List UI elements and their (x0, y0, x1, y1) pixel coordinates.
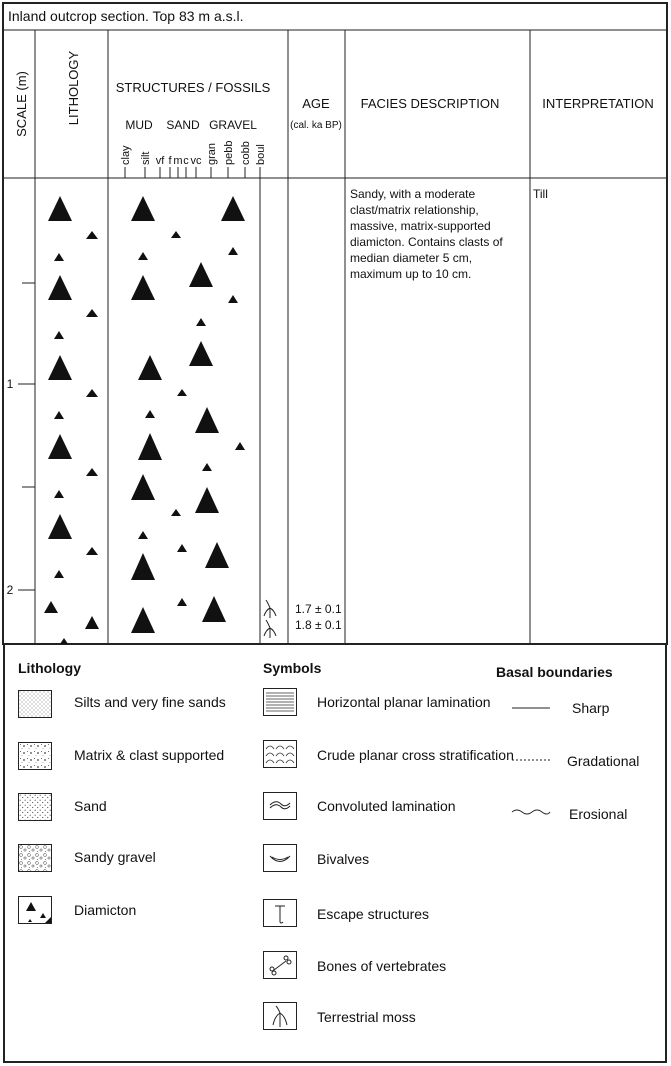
grain-size-label: c (183, 155, 189, 167)
legend-lithology-title: Lithology (18, 660, 81, 676)
legend-symbol-bivalves: Bivalves (317, 851, 370, 867)
legend-symbol-cross: Crude planar cross stratification (317, 747, 514, 763)
sand-swatch (18, 793, 52, 821)
legend-lithology-diamicton: Diamicton (74, 902, 137, 918)
interpretation-value: Till (533, 187, 548, 201)
legend-lithology-sandy-gravel: Sandy gravel (74, 849, 156, 865)
mud-header: MUD (125, 118, 153, 132)
legend-symbol-escape: Escape structures (317, 906, 430, 922)
grain-size-label: clay (120, 145, 132, 165)
silt-swatch (18, 690, 52, 718)
horizontal-lamination-icon (263, 688, 297, 716)
legend-symbols-title: Symbols (263, 660, 322, 676)
gravel-header: GRAVEL (209, 118, 257, 132)
escape-structures-icon (263, 899, 297, 927)
log-title: Inland outcrop section. Top 83 m a.s.l. (8, 8, 244, 24)
svg-text:diamicton. Contains clasts of: diamicton. Contains clasts of (350, 235, 503, 249)
cross-stratification-icon (263, 740, 297, 768)
age-unit: (cal. ka BP) (290, 120, 342, 131)
matrix-clast-swatch (18, 742, 52, 770)
grain-size-label: cobb (240, 141, 252, 165)
svg-text:median diameter 5 cm,: median diameter 5 cm, (350, 251, 473, 265)
grain-size-label: pebb (223, 140, 235, 165)
scale-header: SCALE (m) (14, 71, 29, 137)
diamicton-swatch (18, 896, 52, 924)
grain-size-label: gran (206, 142, 218, 165)
sandy-gravel-swatch (18, 844, 52, 872)
grain-size-label: boul (255, 144, 267, 165)
grain-size-label: vf (155, 155, 165, 167)
svg-text:Sandy, with a moderate: Sandy, with a moderate (350, 187, 476, 201)
legend-boundary-gradational: Gradational (567, 753, 640, 769)
grain-size-label: silt (140, 151, 152, 165)
svg-text:maximum up to 10 cm.: maximum up to 10 cm. (350, 267, 472, 281)
facies-description (350, 187, 503, 281)
lithology-diamicton (44, 196, 99, 644)
legend-boundary-sharp: Sharp (572, 700, 610, 716)
legend-lithology-matrix: Matrix & clast supported (74, 747, 225, 763)
structures-header: STRUCTURES / FOSSILS (115, 80, 271, 95)
svg-text:massive, matrix-supported: massive, matrix-supported (350, 219, 491, 233)
interpretation-header: INTERPRETATION (542, 96, 654, 111)
grain-size-label: m (173, 155, 183, 167)
sharp-boundary-icon (510, 698, 552, 718)
terrestrial-moss-icon (263, 1002, 297, 1030)
legend-lithology-silt: Silts and very fine sands (74, 694, 226, 710)
bones-icon (263, 951, 297, 979)
sand-header: SAND (166, 118, 200, 132)
legend-symbol-moss: Terrestrial moss (317, 1009, 416, 1025)
legend-boundary-erosional: Erosional (569, 806, 628, 822)
gradational-boundary-icon (510, 750, 552, 770)
age-header: AGE (302, 96, 330, 111)
legend-boundaries-title: Basal boundaries (496, 664, 613, 680)
grain-size-label: f (168, 155, 172, 167)
age-value-2: 1.8 ± 0.1 (295, 618, 342, 632)
legend-symbol-convoluted: Convoluted lamination (317, 798, 456, 814)
legend-symbol-horizontal: Horizontal planar lamination (317, 694, 491, 710)
lithology-header: LITHOLOGY (66, 50, 81, 126)
scale-axis (7, 283, 35, 597)
svg-text:clast/matrix relationship,: clast/matrix relationship, (350, 203, 479, 217)
bivalves-icon (263, 844, 297, 872)
grain-size-label: vc (190, 155, 202, 167)
moss-symbols (264, 600, 276, 638)
scale-tick-1: 1 (6, 377, 14, 391)
legend-symbol-bones: Bones of vertebrates (317, 958, 447, 974)
erosional-boundary-icon (510, 802, 552, 822)
convoluted-lamination-icon (263, 792, 297, 820)
structures-diamicton (131, 196, 245, 633)
facies-header: FACIES DESCRIPTION (360, 96, 500, 111)
grain-size-labels (120, 141, 267, 178)
scale-tick-2: 2 (6, 583, 14, 597)
age-value-1: 1.7 ± 0.1 (295, 602, 342, 616)
legend-lithology-sand: Sand (74, 798, 107, 814)
